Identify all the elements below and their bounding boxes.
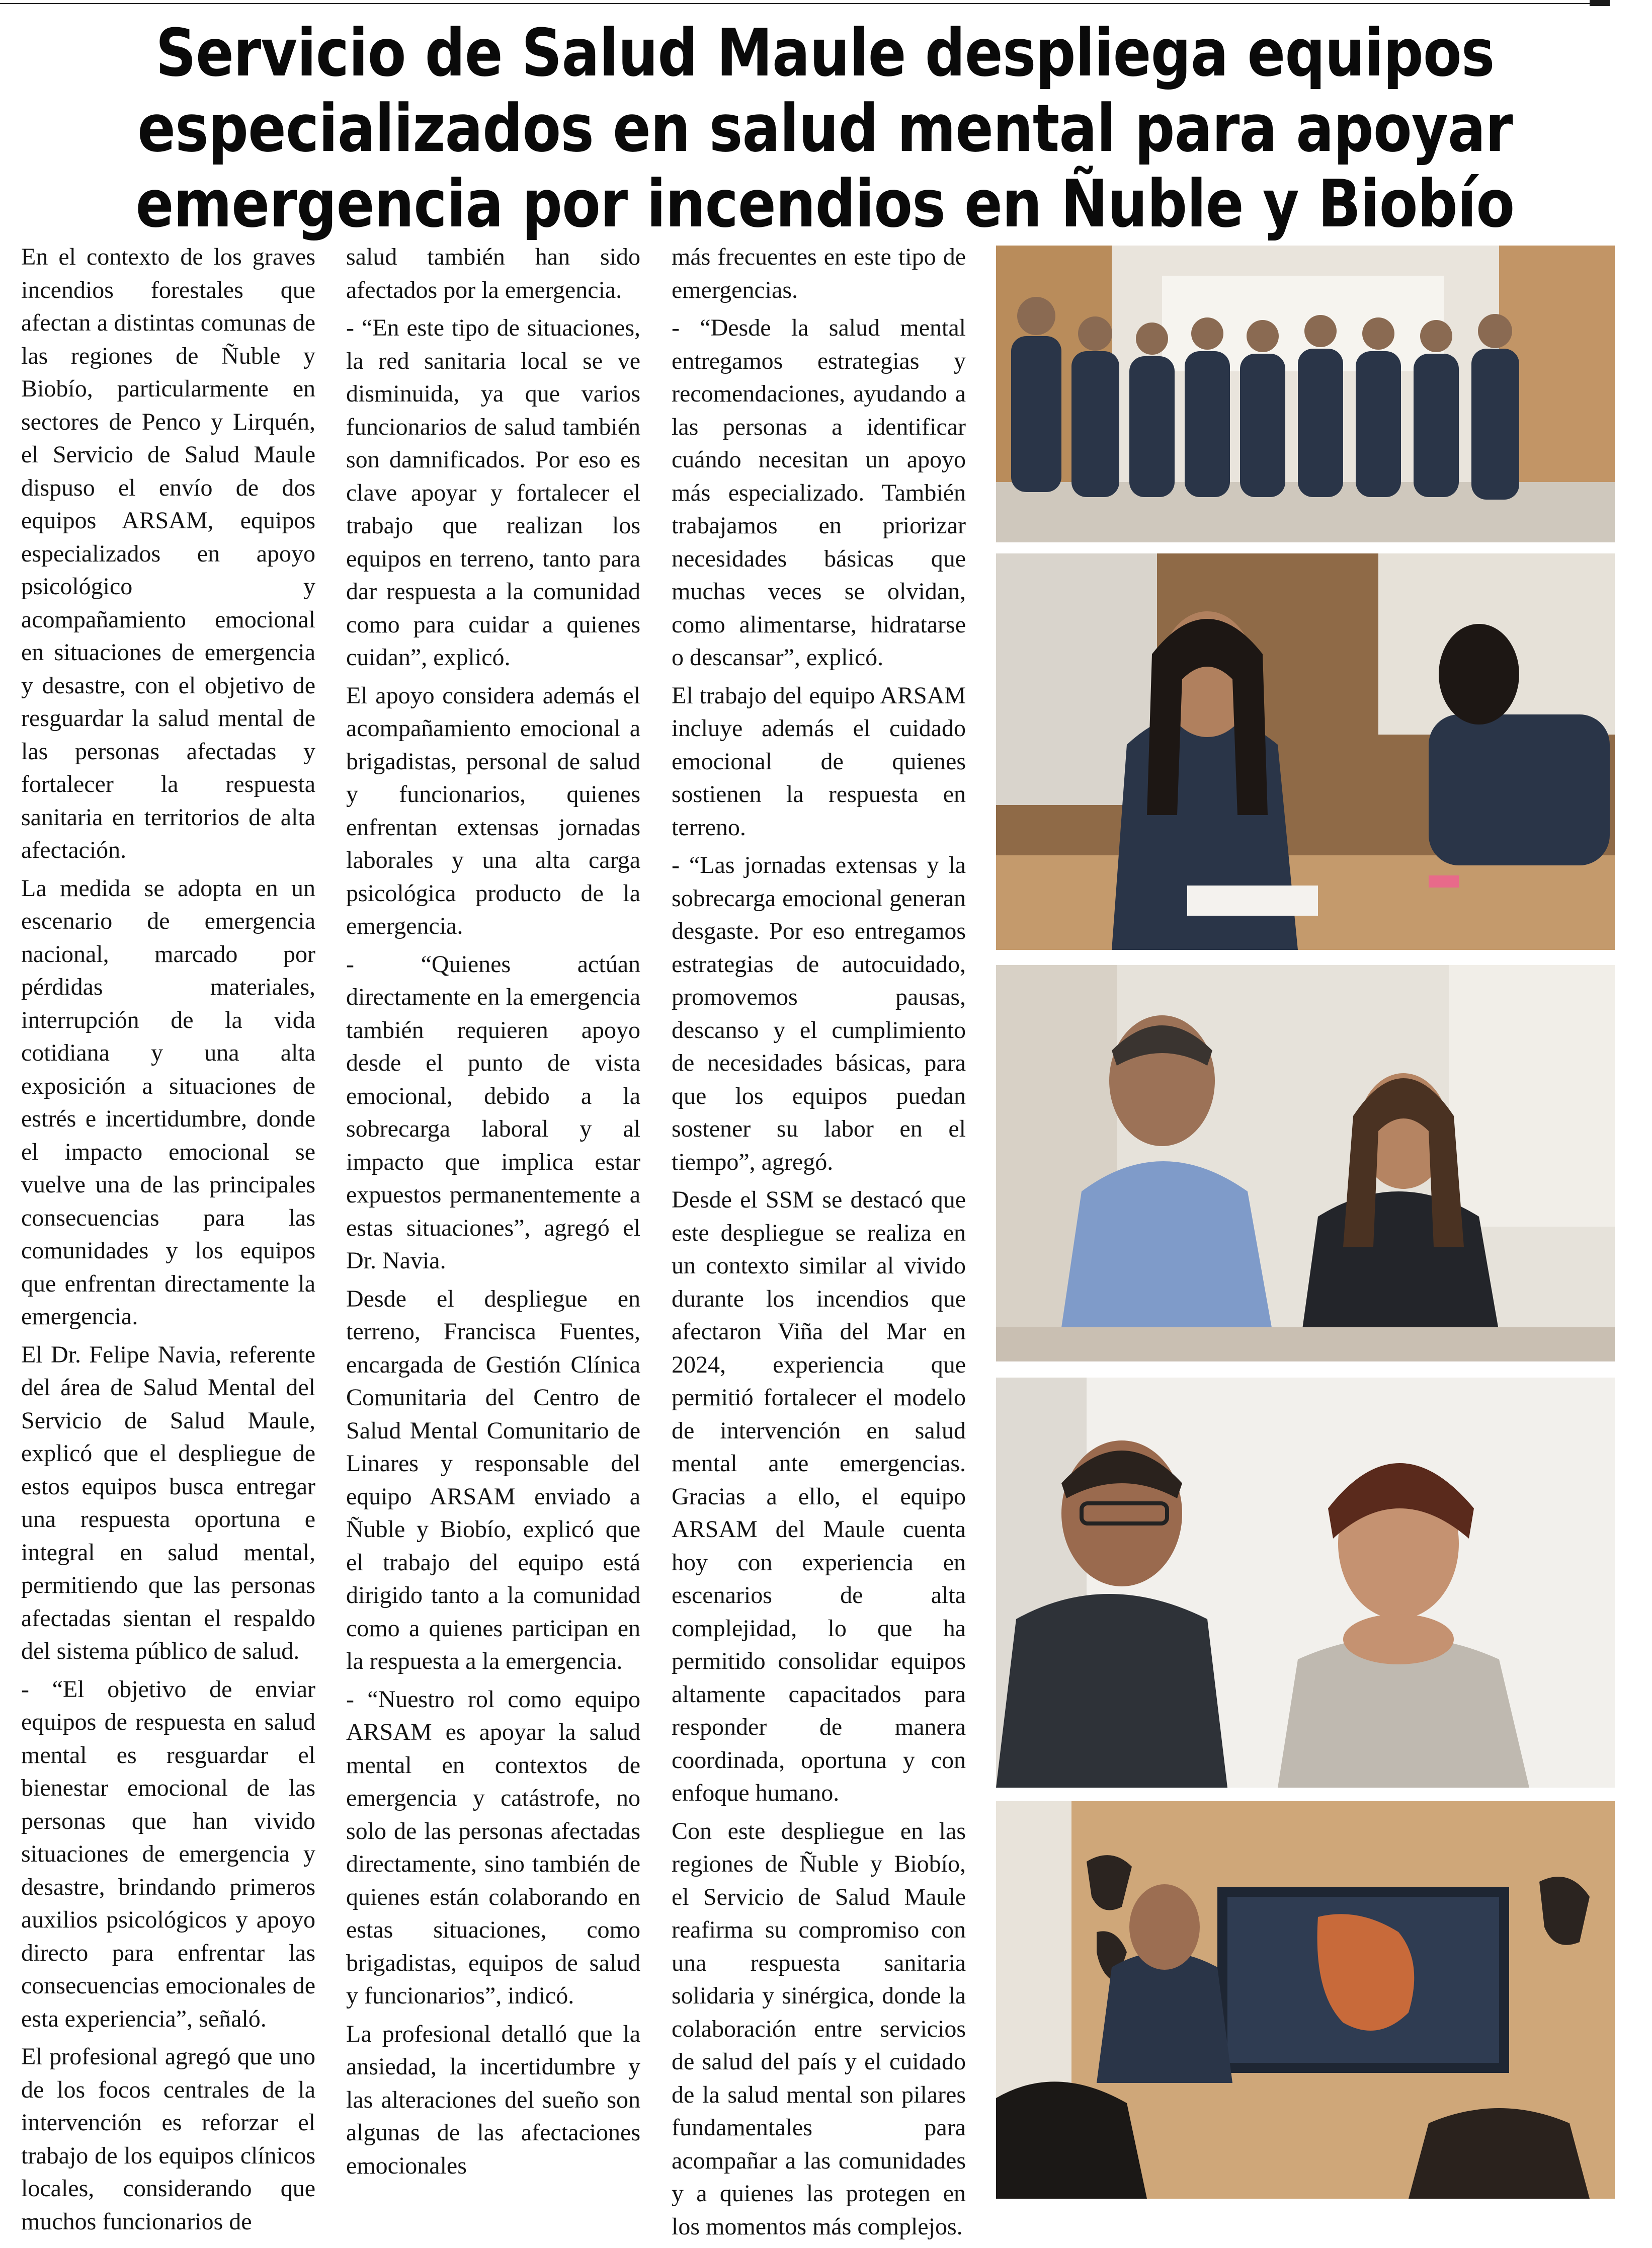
photo-presenter-map-image (996, 1801, 1615, 2199)
photo-group-team-image (996, 246, 1615, 542)
paragraph: En el contexto de los graves incendios forestales que afectan a distintas comunas de las regiones de Ñuble y Biobío, particularmente en sectores de Penco y Lirquén, el Servicio de Salud Maule dispuso el envío de dos equipos ARSAM, equipos especializados en apoyo psicológico y acompañamiento emocional en situaciones de emergencia y desastre, con el objetivo de resguardar la salud mental de las personas afectadas y fortalecer la respuesta sanitaria en territorios de alta afectación. (21, 244, 315, 863)
paragraph: Desde el SSM se destacó que este despliegue se realiza en un contexto similar al vivido durante los incendios que afectaron Viña del Mar en 2024, experiencia que permitió fortalecer el modelo de intervención en salud mental ante emergencias. Gracias a ello, el equipo ARSAM del Maule cuenta hoy con experiencia en escenarios de alta complejidad, lo que ha permitido consolidar equipos altamente capacitados para responder de manera coordinada, oportuna y con enfoque humano. (672, 1186, 966, 1806)
paragraph: Con este despliegue en las regiones de Ñuble y Biobío, el Servicio de Salud Maule reafirma su compromiso con una respuesta sanitaria solidaria y sinérgica, donde la colaboración entre servicios de salud del país y el cuidado de la salud mental son pilares fundamentales para acompañar a las comunidades y a quienes las protegen en los momentos más complejos. (672, 1817, 966, 2240)
photo-meeting-pair-image (996, 965, 1615, 1361)
article-column-3 (672, 240, 966, 2240)
paragraph: - “Desde la salud mental entregamos estrategias y recomendaciones, ayudando a las personas a identificar cuándo necesitan un apoyo más especializado. También trabajamos en priorizar necesidades básicas que muchas veces se olvidan, como alimentarse, hidratarse o descansar”, explicó. (672, 314, 966, 671)
top-rule (0, 0, 1652, 4)
photo-listeners-image (996, 1378, 1615, 1788)
paragraph: La medida se adopta en un escenario de emergencia nacional, marcado por pérdidas materiales, interrupción de la vida cotidiana y una alta exposición a situaciones de estrés e incertidumbre, donde el impacto emocional se vuelve una de las principales consecuencias para las comunidades y los equipos que enfrentan directamente la emergencia. (21, 874, 315, 1330)
paragraph: La profesional detalló que la ansiedad, la incertidumbre y las alteraciones del sueño son algunas de las afectaciones emocionales (346, 2020, 640, 2179)
paragraph: El apoyo considera además el acompañamiento emocional a brigadistas, personal de salud y funcionarios, quienes enfrentan extensas jornadas laborales y una alta carga psicológica producto de la emergencia. (346, 682, 640, 939)
paragraph: El Dr. Felipe Navia, referente del área de Salud Mental del Servicio de Salud Maule, explicó que el despliegue de estos equipos busca entregar una respuesta oportuna e integral en salud mental, permitiendo que las personas afectadas sientan el respaldo del sistema público de salud. (21, 1341, 315, 1664)
photo-group-team (996, 246, 1615, 542)
photo-meeting-pair (996, 965, 1615, 1361)
paragraph: más frecuentes en este tipo de emergencias. (672, 244, 966, 303)
paragraph: - “Nuestro rol como equipo ARSAM es apoyar la salud mental en contextos de emergencia y catástrofe, no solo de las personas afectadas directamente, sino también de quienes están colaborando en estas situaciones, como brigadistas, equipos de salud y funcionarios”, indicó. (346, 1685, 640, 2009)
photo-woman-writing-image (996, 553, 1615, 950)
paragraph: - “El objetivo de enviar equipos de respuesta en salud mental es resguardar el bienestar emocional de las personas que han vivido situaciones de emergencia y desastre, brindando primeros auxilios psicológicos y apoyo directo para enfrentar las consecuencias emocionales de esta experiencia”, señaló. (21, 1675, 315, 2032)
top-rule-line (0, 3, 1595, 4)
paragraph: - “En este tipo de situaciones, la red sanitaria local se ve disminuida, ya que varios funcionarios de salud también son damnificados. Por eso es clave apoyar y fortalecer el trabajo que realizan los equipos en terreno, tanto para dar respuesta a la comunidad como para cuidar a quienes cuidan”, explicó. (346, 314, 640, 671)
photo-woman-writing (996, 553, 1615, 950)
paragraph: El profesional agregó que uno de los focos centrales de la intervención es reforzar el trabajo de los equipos clínicos locales, considerando que muchos funcionarios de (21, 2043, 315, 2235)
paragraph: - “Las jornadas extensas y la sobrecarga emocional generan desgaste. Por eso entregamos estrategias de autocuidado, promovemos pausas, descanso y el cumplimiento de necesidades básicas, para que los equipos puedan sostener su labor en el tiempo”, agregó. (672, 852, 966, 1175)
photo-presenter-map (996, 1801, 1615, 2199)
photo-listeners (996, 1378, 1615, 1788)
paragraph: - “Quienes actúan directamente en la emergencia también requieren apoyo desde el punto de vista emocional, debido a la sobrecarga laboral y al impacto que implica estar expuestos permanentemente a estas situaciones”, agregó el Dr. Navia. (346, 950, 640, 1274)
article-column-2 (346, 240, 640, 2218)
paragraph: salud también han sido afectados por la emergencia. (346, 244, 640, 303)
top-rule-box (1590, 0, 1610, 6)
article-column-1 (21, 240, 315, 2235)
paragraph: Desde el despliegue en terreno, Francisca Fuentes, encargada de Gestión Clínica Comunitaria del Centro de Salud Mental Comunitario de Linares y responsable del equipo ARSAM enviado a Ñuble y Biobío, explicó que el trabajo del equipo está dirigido tanto a la comunidad como a quienes participan en la respuesta a la emergencia. (346, 1285, 640, 1674)
headline: Servicio de Salud Maule despliega equipos especializados en salud mental para apoyar emergencia por incendios en Ñuble y Biobío (135, 15, 1515, 242)
paragraph: El trabajo del equipo ARSAM incluye además el cuidado emocional de quienes sostienen la respuesta en terreno. (672, 682, 966, 841)
